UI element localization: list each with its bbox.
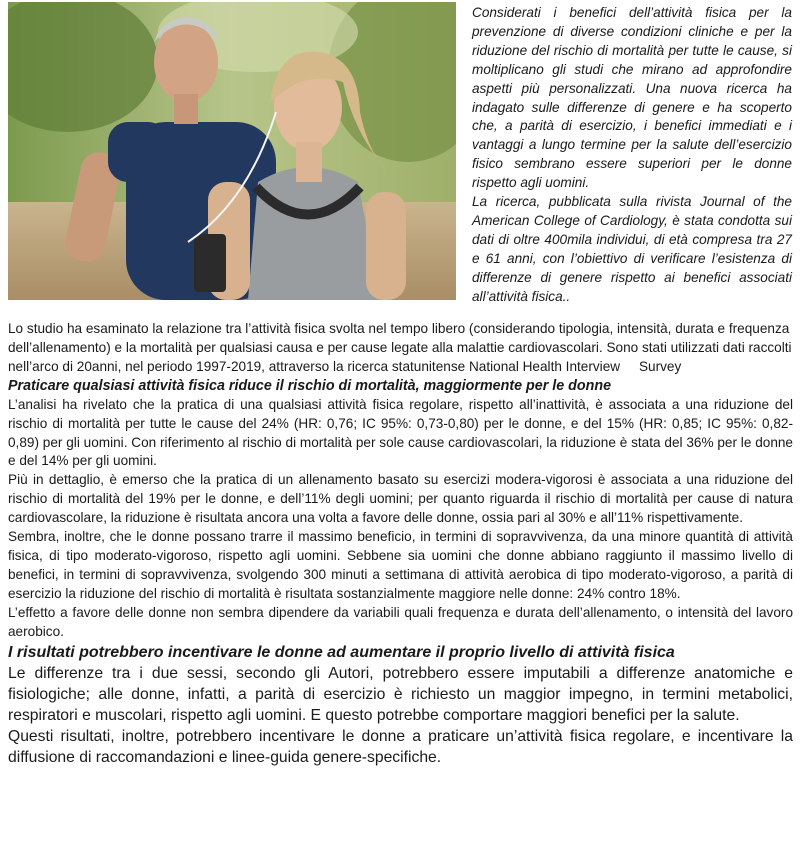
body-paragraph-1: Lo studio ha esaminato la relazione tra l’attività fisica svolta nel tempo libero (considerando tipologia, intensità, durata e frequenza dell’allenamento) e la mortalità per qualsiasi causa e per cause legate alla malattie cardiovascolari. Sono stati utilizzati dati raccolti nell’arco di 20anni, nel periodo 1997-2019, attraverso la ricerca statunitense National Health Interview Survey — [8, 321, 796, 374]
body-paragraph-3: Più in dettaglio, è emerso che la pratica di un allenamento basato su esercizi modera-vigorosi è associata a una riduzione del rischio di mortalità del 19% per le donne, e dell’11% degli uomini; per quanto riguarda il rischio di mortalità per cause di natura cardiovascolare, la riduzione è risultata ancora una volta a favore delle donne, ossia pari al 30% e all’11% rispettivamente. — [8, 472, 793, 526]
article-body — [8, 320, 796, 769]
body-paragraph-2: L’analisi ha rivelato che la pratica di una qualsiasi attività fisica regolare, rispetto all’inattività, è associata a una riduzione del rischio di mortalità per tutte le cause del 24% (HR: 0,76; IC 95%: 0,73-0,80) per le donne, e del 15% (HR: 0,85; IC 95%: 0,82-0,89) per gli uomini. Con riferimento al rischio di mortalità per sole cause cardiovascolari, la riduzione è stata del 36% per le donne e del 14% per gli uomini. — [8, 396, 793, 469]
closing-section — [8, 663, 793, 769]
body-paragraph-6: Le differenze tra i due sessi, secondo gli Autori, potrebbero essere imputabili a differenze anatomiche e fisiologiche; alle donne, infatti, a parità di esercizio è richiesto un maggior impegno, in termini metabolici, respiratori e muscolari, rispetto agli uomini. E questo potrebbe comportare maggiori benefici per la salute. — [8, 664, 793, 724]
runners-photo — [8, 2, 456, 300]
runners-illustration — [8, 2, 456, 300]
body-paragraph-4: Sembra, inoltre, che le donne possano trarre il massimo beneficio, in termini di sopravvivenza, da una minore quantità di attività fisica, di tipo moderato-vigoroso, rispetto agli uomini. Sebbene sia uomini che donne abbiano raggiunto il massimo livello di benefici, in termini di sopravvivenza, svolgendo 300 minuti a settimana di attività aerobica di tipo moderato-vigoroso, a parità di esercizio la riduzione del rischio di mortalità è risultata sostanzialmente maggiore nelle donne: 24% contro 18%. — [8, 529, 793, 601]
section-heading-2: I risultati potrebbero incentivare le donne ad aumentare il proprio livello di attività fisica — [8, 643, 675, 661]
section-heading-1: Praticare qualsiasi attività fisica riduce il rischio di mortalità, maggiormente per le donne — [8, 377, 612, 394]
intro-column — [472, 4, 792, 307]
intro-paragraph-2: La ricerca, pubblicata sulla rivista Journal of the American College of Cardiology, è stata condotta sui dati di oltre 400mila individui, di età compresa tra 27 e 61 anni, con l’obiettivo di verificare l’esistenza di differenze di genere rispetto ai benefici associati all’attività fisica.. — [472, 194, 792, 304]
intro-paragraph-1: Considerati i benefici dell’attività fisica per la prevenzione di diverse condizioni cliniche e per la riduzione del rischio di mortalità per tutte le cause, si moltiplicano gli studi che mirano ad approfondire aspetti più personalizzati. Una nuova ricerca ha indagato sulle differenze di genere e ha scoperto che, a parità di esercizio, i benefici immediati e i vantaggi a lungo termine per la salute dell’esercizio fisico sembrano essere superiori per le donne rispetto agli uomini. — [472, 5, 792, 191]
body-paragraph-7: Questi risultati, inoltre, potrebbero incentivare le donne a praticare un’attività fisica regolare, e incentivare la diffusione di raccomandazioni e linee-guida genere-specifiche. — [8, 728, 793, 767]
body-paragraph-5: L’effetto a favore delle donne non sembra dipendere da variabili quali frequenza e durata dell’allenamento, o intensità del lavoro aerobico. — [8, 604, 793, 639]
